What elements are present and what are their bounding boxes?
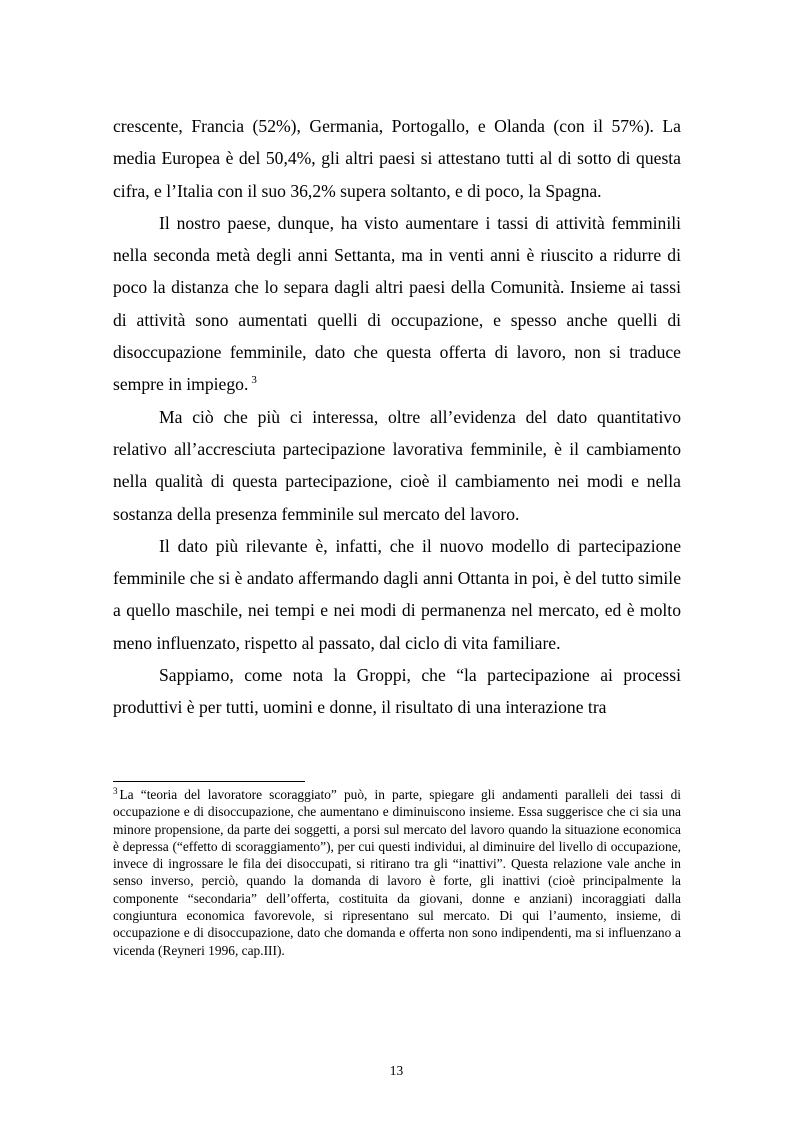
paragraph-text: Il dato più rilevante è, infatti, che il nuovo modello di partecipazione femminile che si è andato affermando dagli anni Ottanta in poi, è del tutto simile a quello maschile, nei tempi e nei modi di permanenza nel mercato, ed è molto meno influenzato, rispetto al passato, dal ciclo di vita familiare. [113,535,681,653]
footnote [113,786,681,959]
paragraph [113,659,681,724]
paragraph-text: Sappiamo, come nota la Groppi, che “la partecipazione ai processi produttivi è per tutti, uomini e donne, il risultato di una interazione tra [113,665,681,718]
footnote-marker: 3 [113,786,118,796]
paragraph-text: Il nostro paese, dunque, ha visto aumentare i tassi di attività femminili nella seconda metà degli anni Settanta, ma in venti anni è riuscito a ridurre di poco la distanza che lo separa dagli altri paesi della Comunità. Insieme ai tassi di attività sono aumentati quelli di occupazione, e spesso anche quelli di disoccupazione femminile, dato che questa offerta di lavoro, non si traduce sempre in impiego. [113,212,681,395]
page-number: 13 [389,1063,404,1078]
footnote-text: La “teoria del lavoratore scoraggiato” può, in parte, spiegare gli andamenti paralleli dei tassi di occupazione e di disoccupazione, che aumentano e diminuiscono insieme. Essa suggerisce che ci sia una minore propensione, da parte dei soggetti, a porsi sul mercato del lavoro quando la situazione economica è depressa (“effetto di scoraggiamento”), per cui questi individui, al diminuire del livello di occupazione, invece di ingrossare le fila dei disoccupati, si ritirano tra gli “inattivi”. Questa relazione vale anche in senso inverso, perciò, quando la domanda di lavoro è forte, gli inattivi (cioè principalmente la componente “secondaria” dell’offerta, costituita da giovani, donne e anziani) incoraggiati dalla congiuntura economica favorevole, si ripresentano sul mercato. Di qui l’aumento, insieme, di occupazione e di disoccupazione, dato che domanda e offerta non sono indipendenti, ma si influenzano a vicenda (Reyneri 1996, cap.III). [113,787,681,958]
paragraph-text: crescente, Francia (52%), Germania, Portogallo, e Olanda (con il 57%). La media Europea è del 50,4%, gli altri paesi si attestano tutti al di sotto di questa cifra, e l’Italia con il suo 36,2% supera soltanto, e di poco, la Spagna. [113,116,681,201]
footnote-reference[interactable]: 3 [251,374,257,387]
body-text [113,110,681,724]
paragraph-text: Ma ciò che più ci interessa, oltre all’evidenza del dato quantitativo relativo all’accresciuta partecipazione lavorativa femminile, è il cambiamento nella qualità di questa partecipazione, cioè il cambiamento nei modi e nella sostanza della presenza femminile sul mercato del lavoro. [113,406,681,524]
paragraph [113,110,681,207]
paragraph [113,207,681,401]
paragraph [113,401,681,530]
footnote-separator [113,781,305,782]
paragraph [113,530,681,659]
